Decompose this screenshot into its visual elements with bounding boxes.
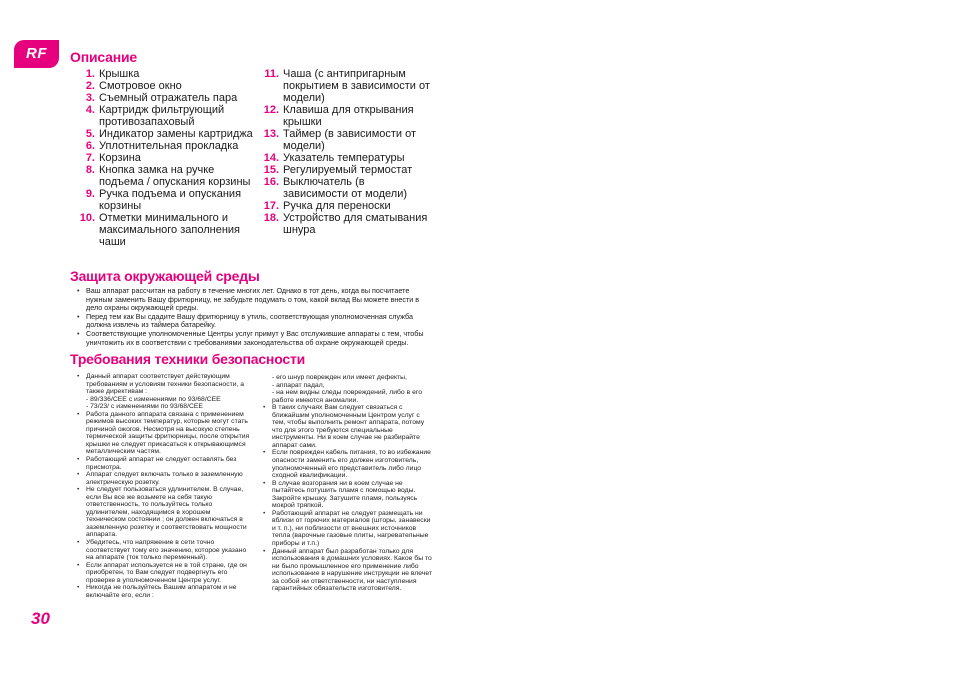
- part-item: [260, 152, 432, 164]
- safety-heading: Требования техники безопасности: [70, 351, 306, 367]
- part-label: Съемный отражатель пара: [99, 92, 238, 104]
- safety-subitem: - 73/23/ с изменениями по 93/68/CEE: [86, 403, 203, 411]
- part-number: 12.: [263, 104, 279, 116]
- part-number: 18.: [263, 212, 279, 224]
- part-item: [70, 68, 256, 80]
- environment-item: • Ваш аппарат рассчитан на работу в течение многих лет. Однако в тот день, когда вы посчитаете нужным заменить Вашу фритюрницу, не забудьте подумать о том, какой вклад Вы можете внести в дело охраны окружающей среды.: [75, 287, 435, 313]
- part-number: 5.: [85, 128, 95, 140]
- safety-item: • Не следует пользоваться удлинителем. В случае, если Вы все же возьмете на себя такую ответственность, то пользуйтесь только удлинителем, находящимся в хорошем техническом состоянии ; он должен включаться в заземленную розетку и соответствовать мощности аппарата.: [75, 486, 251, 539]
- safety-item: • В таких случаях Вам следует связаться с ближайшим уполномоченным Центром услуг с тем, чтобы выполнить ремонт аппарата, потому что для этого требуются специальные инструменты. Ни в коем случае не разбирайте аппарат сами.: [261, 404, 433, 449]
- part-number: 6.: [85, 140, 95, 152]
- safety-item: • Данный аппарат соответствует действующим требованиям и условиям техники безопасности, а также директивам :: [75, 373, 251, 396]
- part-label: Ручка подъема и опускания корзины: [99, 188, 242, 212]
- part-item: [70, 104, 256, 128]
- part-label: Отметки минимального и максимального заполнения чаши: [99, 212, 241, 248]
- part-label: Указатель температуры: [283, 152, 405, 164]
- part-label: Крышка: [99, 68, 140, 80]
- part-label: Смотровое окно: [99, 80, 182, 92]
- part-label: Ручка для переноски: [283, 200, 391, 212]
- part-number: 3.: [85, 92, 95, 104]
- part-label: Таймер (в зависимости от модели): [283, 128, 417, 152]
- safety-subitem: - его шнур поврежден или имеет дефекты,: [272, 374, 407, 381]
- environment-item: • Перед тем как Вы сдадите Вашу фритюрницу в утиль, соответствующая уполномоченная служба должна извлечь из таймера батарейку.: [75, 313, 435, 330]
- parts-list-right: [260, 68, 432, 236]
- part-label: Картридж фильтрующий противозапаховый: [99, 104, 225, 128]
- safety-item: • Работа данного аппарата связана с применением режимов высоких температур, которые могут стать причиной ожогов. Несмотря на высокую степень термической защиты фритюрницы, после открытия крышки не следует прикасаться к открывающимся металлическим частям.: [75, 411, 251, 456]
- part-item: [70, 128, 256, 140]
- part-item: [260, 68, 432, 104]
- description-heading: Описание: [70, 49, 137, 65]
- safety-subitem: - на нем видны следы повреждений, либо в его работе имеются аномалии.: [272, 389, 422, 404]
- part-number: 13.: [263, 128, 279, 140]
- part-number: 9.: [85, 188, 95, 200]
- part-label: Выключатель (в зависимости от модели): [283, 176, 408, 200]
- part-item: [70, 92, 256, 104]
- safety-subitem: - 89/336/CEE с изменениями по 93/68/CEE: [86, 395, 221, 403]
- part-number: 7.: [85, 152, 95, 164]
- safety-subitem: - аппарат падал,: [272, 381, 325, 389]
- part-number: 1.: [85, 68, 95, 80]
- part-item: [70, 80, 256, 92]
- environment-list: [75, 287, 435, 347]
- part-number: 4.: [85, 104, 95, 116]
- environment-item: • Соответствующие уполномоченные Центры услуг примут у Вас отслужившие аппараты с тем, чтобы уничтожить их в соответствии с требованиями законодательства об охране окружающей среды.: [75, 330, 435, 347]
- safety-item: • Аппарат следует включать только в заземленную электрическую розетку.: [75, 471, 251, 486]
- part-item: [260, 200, 432, 212]
- safety-item: • В случае возгорания ни в коем случае не пытайтесь потушить пламя с помощью воды. Закройте крышку. Затушите пламя, пользуясь мокрой тряпкой.: [261, 480, 433, 510]
- part-label: Корзина: [99, 152, 141, 164]
- part-item: [70, 212, 256, 248]
- part-item: [70, 140, 256, 152]
- part-item: [260, 164, 432, 176]
- safety-item: • Данный аппарат был разработан только для использования в домашних условиях. Какое бы то ни было промышленное его применение либо использование в нарушение инструкции не влечет за собой ни ответственности, ни наступления гарантийных обязательств изготовителя.: [261, 548, 433, 593]
- parts-list-left: [70, 68, 256, 248]
- environment-heading: Защита окружающей среды: [70, 268, 260, 284]
- safety-item: • Убедитесь, что напряжение в сети точно соответствует тому его значению, которое указано на аппарате (ток только переменный).: [75, 539, 251, 562]
- part-number: 14.: [263, 152, 279, 164]
- language-badge: RF: [14, 40, 59, 68]
- safety-list-right: [261, 374, 433, 593]
- page-number: 30: [31, 609, 50, 628]
- part-label: Устройство для сматывания шнура: [283, 212, 428, 236]
- part-item: [70, 188, 256, 212]
- part-number: 10.: [79, 212, 95, 224]
- safety-item: • Работающий аппарат не следует размещать ни вблизи от горючих материалов (шторы, занавески и т. п.), ни поблизости от внешних источников тепла (варочные газовые плиты, нагревательные приборы и т.п.): [261, 510, 433, 548]
- part-label: Уплотнительная прокладка: [99, 140, 239, 152]
- part-number: 2.: [85, 80, 95, 92]
- safety-item: • Никогда не пользуйтесь Вашим аппаратом и не включайте его, если :: [75, 584, 251, 599]
- part-number: 11.: [264, 68, 279, 80]
- part-item: [70, 164, 256, 188]
- part-label: Клавиша для открывания крышки: [283, 104, 414, 128]
- part-item: [260, 212, 432, 236]
- part-item: [70, 152, 256, 164]
- safety-item: • Работающий аппарат не следует оставлять без присмотра.: [75, 456, 251, 471]
- safety-list-left: [75, 373, 251, 599]
- part-number: 16.: [263, 176, 279, 188]
- part-number: 17.: [263, 200, 279, 212]
- part-label: Кнопка замка на ручке подъема / опускания корзины: [99, 164, 251, 188]
- part-item: [260, 176, 432, 200]
- part-label: Чаша (с антипригарным покрытием в зависимости от модели): [283, 68, 430, 104]
- part-label: Регулируемый термостат: [283, 164, 413, 176]
- part-number: 8.: [85, 164, 95, 176]
- part-item: [260, 128, 432, 152]
- part-number: 15.: [263, 164, 279, 176]
- safety-item: • Если аппарат используется не в той стране, где он приобретен, то Вам следует подвергнуть его проверке в уполномоченном Центре услуг.: [75, 562, 251, 585]
- safety-item: • Если поврежден кабель питания, то во избежание опасности заменить его должен изготовитель, уполномоченный его представитель либо лицо сходной квалификации.: [261, 449, 433, 479]
- part-label: Индикатор замены картриджа: [99, 128, 253, 140]
- part-item: [260, 104, 432, 128]
